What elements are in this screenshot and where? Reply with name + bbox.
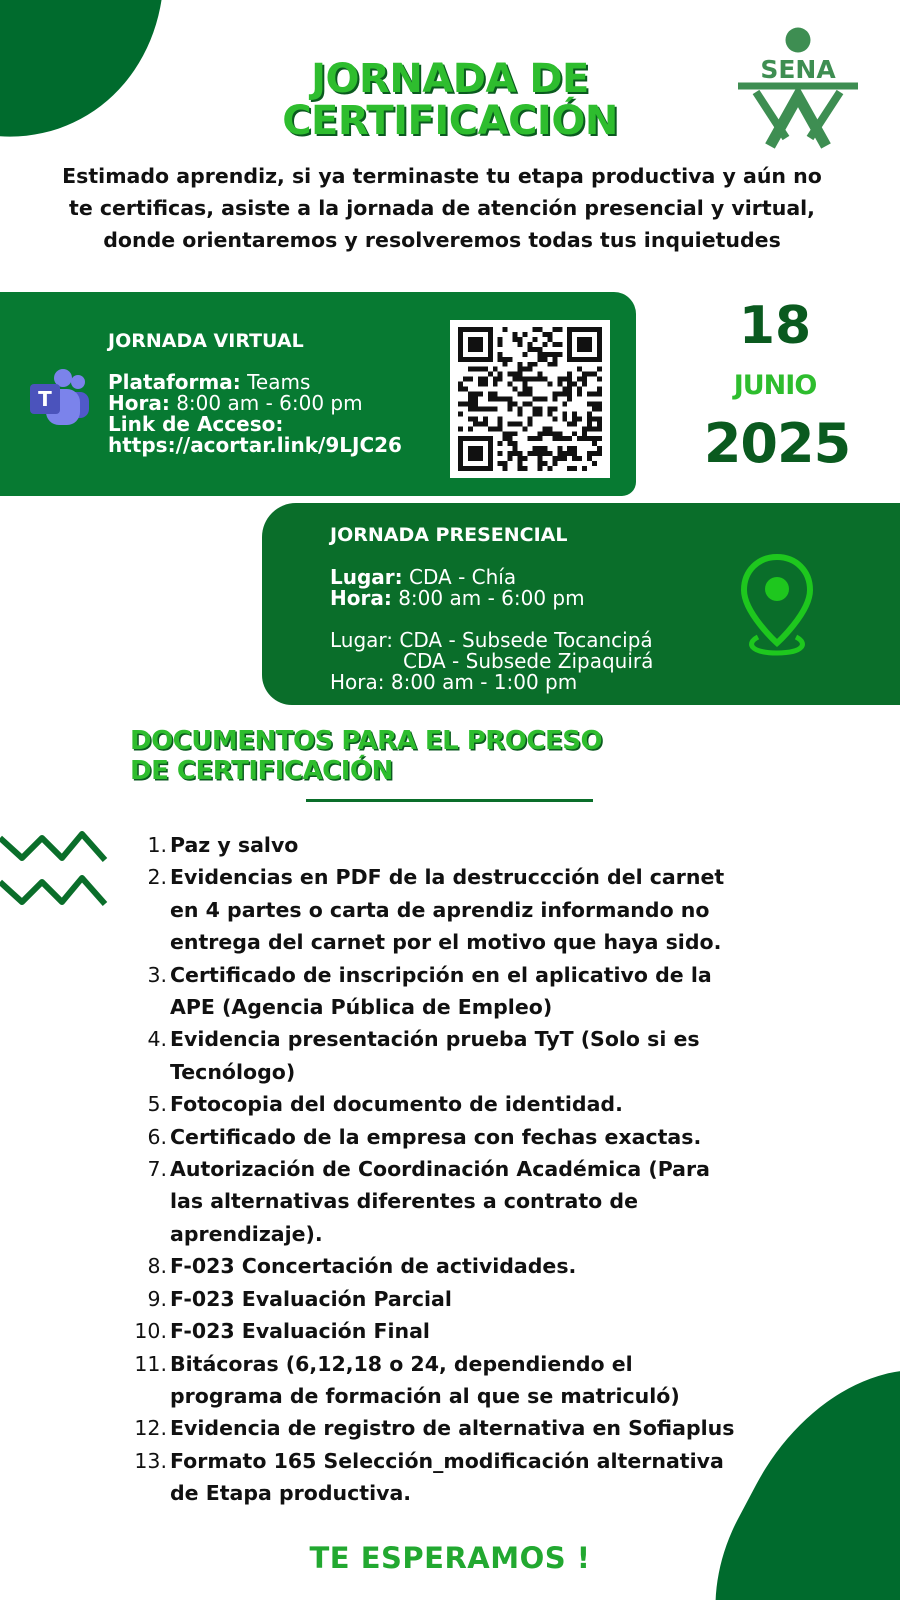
in-person-details-chia [330,567,585,609]
intro-paragraph: Estimado aprendiz, si ya terminaste tu etapa productiva y aún no te certificas, asiste a la jornada de atención presencial y virtual, donde orientaremos y resolveremos todas tus inquietudes [62,164,822,252]
document-item-number: 5. [147,1092,167,1117]
section-divider [306,799,593,802]
document-item [130,1121,750,1153]
document-item [130,1250,750,1282]
page-title [210,58,690,142]
document-item-text: Evidencia de registro de alternativa en Sofiaplus [170,1416,735,1441]
teams-icon [28,368,90,428]
event-day: 18 [738,296,812,356]
document-item-number: 7. [147,1157,167,1182]
documents-section-title [130,726,602,786]
document-item [130,1445,750,1510]
documents-title-line-2: DE CERTIFICACIÓN [130,756,393,786]
document-item-text: Paz y salvo [170,833,299,857]
document-item-text: F-023 Evaluación Final [170,1319,430,1344]
sena-logo-text: SENA [760,55,836,84]
event-month: JUNIO [733,370,817,401]
document-item-text: Certificado de inscripción en el aplicativo de la APE (Agencia Pública de Empleo) [170,962,712,1020]
document-item-number: 10. [134,1319,167,1344]
virtual-session-heading: JORNADA VIRTUAL [108,330,304,352]
time2: Hora: 8:00 am - 1:00 pm [330,670,578,694]
platform-label: Plataforma: [108,370,241,394]
place1-value: CDA - Chía [402,565,517,589]
platform-value: Teams [240,370,311,394]
document-item [130,1412,750,1444]
document-item [130,959,750,1024]
document-item-text: Certificado de la empresa con fechas exactas. [170,1124,702,1149]
document-item [130,1088,750,1120]
teams-icon-letter: T [38,387,52,411]
documents-title-line-1: DOCUMENTOS PARA EL PROCESO [130,726,603,756]
in-person-session-heading: JORNADA PRESENCIAL [330,524,568,546]
time1-value: 8:00 am - 6:00 pm [391,586,585,610]
document-item-text: Autorización de Coordinación Académica (Para las alternativas diferentes a contrato de aprendizaje). [170,1157,710,1246]
link-label: Link de Acceso: [108,412,284,436]
document-item [130,1153,750,1250]
title-line-1: JORNADA DE [311,56,589,102]
document-item-number: 11. [134,1351,167,1376]
document-item-number: 3. [147,962,167,987]
place1-label: Lugar: [330,565,403,589]
document-item-text: F-023 Concertación de actividades. [170,1254,577,1279]
time1-label: Hora: [330,586,392,610]
document-item-text: Evidencia presentación prueba TyT (Solo si es Tecnólogo) [170,1027,700,1084]
title-line-2: CERTIFICACIÓN [282,98,618,144]
qr-code-pattern [457,327,603,471]
virtual-time-value: 8:00 am - 6:00 pm [169,391,363,415]
in-person-details-subsedes [330,630,653,693]
place2-line1: Lugar: CDA - Subsede Tocancipá [330,628,653,652]
access-link[interactable]: https://acortar.link/9LJC26 [108,433,402,457]
document-item [130,1315,750,1347]
document-item-number: 9. [147,1286,167,1311]
sena-logo [734,26,862,152]
document-item-number: 8. [147,1254,167,1279]
virtual-session-details [108,372,402,456]
qr-code[interactable] [450,320,610,478]
document-item-number: 1. [147,833,167,857]
document-item-number: 13. [134,1448,167,1473]
document-item-text: Fotocopia del documento de identidad. [170,1092,623,1117]
virtual-time-label: Hora: [108,391,170,415]
event-year: 2025 [703,412,851,475]
document-item-number: 12. [134,1416,167,1441]
document-item-number: 2. [147,865,167,890]
document-item [130,829,750,861]
document-item-text: Formato 165 Selección_modificación alternativa de Etapa productiva. [170,1448,724,1506]
document-item-text: Evidencias en PDF de la destruccción del carnet en 4 partes o carta de aprendiz informando no entrega del carnet por el motivo que haya sido. [170,865,725,955]
document-item-number: 4. [147,1027,167,1052]
closing-message: TE ESPERAMOS ! [309,1541,591,1575]
location-pin-icon [738,553,816,661]
document-item-text: Bitácoras (6,12,18 o 24, dependiendo el programa de formación al que se matriculó) [170,1351,680,1408]
document-item [130,1023,750,1088]
zigzag-decoration [0,830,110,912]
documents-list [130,829,750,1510]
place2-line2: CDA - Subsede Zipaquirá [403,649,654,673]
document-item-text: F-023 Evaluación Parcial [170,1286,452,1311]
document-item-number: 6. [147,1124,167,1149]
document-item [130,861,750,958]
document-item [130,1283,750,1315]
document-item [130,1348,750,1413]
